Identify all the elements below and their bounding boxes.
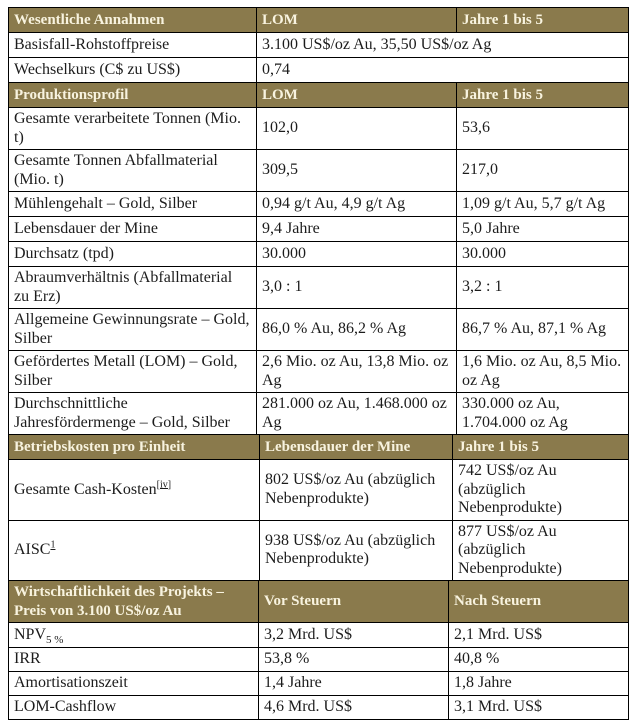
- value-jahre: 330.000 oz Au, 1.704.000 oz Ag: [457, 393, 629, 435]
- value-lom: 802 US$/oz Au (abzüglich Nebenprodukte): [260, 460, 453, 521]
- value-vor-steuern: 3,2 Mrd. US$: [259, 623, 449, 648]
- row-wechselkurs: [9, 58, 629, 83]
- footnote-ref-iv[interactable]: [iv]: [156, 479, 172, 491]
- row-muehlengehalt: [9, 192, 629, 217]
- value-lom: 2,6 Mio. oz Au, 13,8 Mio. oz Ag: [257, 351, 457, 393]
- value-nach-steuern: 1,8 Jahre: [449, 672, 629, 696]
- value-jahre: 1,6 Mio. oz Au, 8,5 Mio. oz Ag: [457, 351, 629, 393]
- row-abraumverhaeltnis: [9, 267, 629, 309]
- value-lom: 86,0 % Au, 86,2 % Ag: [257, 309, 457, 351]
- header-row-produktionsprofil: [9, 83, 629, 108]
- row-label: Basisfall-Rohstoffpreise: [9, 33, 257, 58]
- row-label: Gefördertes Metall (LOM) – Gold, Silber: [9, 351, 257, 393]
- row-label: [9, 623, 259, 648]
- column-header-lom: LOM: [257, 83, 457, 108]
- row-verarbeitete-tonnen: [9, 108, 629, 150]
- table-wesentliche-annahmen: [8, 7, 629, 83]
- npv-discount-subscript: 5 %: [46, 633, 64, 646]
- table-wirtschaftlichkeit: [8, 580, 629, 720]
- value-lom: 281.000 oz Au, 1.468.000 oz Ag: [257, 393, 457, 435]
- row-npv: [9, 623, 629, 648]
- value-lom: 102,0: [257, 108, 457, 150]
- row-basisfall-rohstoffpreise: [9, 33, 629, 58]
- value-jahre: 3,2 : 1: [457, 267, 629, 309]
- table-produktionsprofil: [8, 82, 629, 435]
- value-jahre: 877 US$/oz Au (abzüglich Nebenprodukte): [453, 520, 629, 581]
- row-label: [9, 520, 260, 581]
- table-betriebskosten: [8, 434, 629, 581]
- column-header-nach-steuern: Nach Steuern: [449, 581, 629, 623]
- row-label: Lebensdauer der Mine: [9, 217, 257, 242]
- row-irr: [9, 648, 629, 672]
- value-jahre: 86,7 % Au, 87,1 % Ag: [457, 309, 629, 351]
- row-label: LOM-Cashflow: [9, 696, 259, 720]
- value-jahre: 742 US$/oz Au (abzüglich Nebenprodukte): [453, 460, 629, 521]
- row-label: Abraumverhältnis (Abfallmaterial zu Erz): [9, 267, 257, 309]
- row-label: Durchsatz (tpd): [9, 242, 257, 267]
- value-span: 0,74: [257, 58, 629, 83]
- mining-summary-table: [8, 7, 628, 720]
- row-lebensdauer-der-mine: [9, 217, 629, 242]
- row-label: Durchschnittliche Jahresfördermenge – Gold, Silber: [9, 393, 257, 435]
- row-label-text: Gesamte Cash-Kosten: [14, 480, 157, 498]
- row-gewinnungsrate: [9, 309, 629, 351]
- column-header-jahre-1-bis-5: Jahre 1 bis 5: [457, 8, 629, 33]
- column-header-jahre-1-bis-5: Jahre 1 bis 5: [457, 83, 629, 108]
- value-lom: 309,5: [257, 150, 457, 192]
- row-label: Mühlengehalt – Gold, Silber: [9, 192, 257, 217]
- value-lom: 0,94 g/t Au, 4,9 g/t Ag: [257, 192, 457, 217]
- row-lom-cashflow: [9, 696, 629, 720]
- section-header-wesentliche-annahmen: Wesentliche Annahmen: [9, 8, 257, 33]
- value-vor-steuern: 4,6 Mrd. US$: [259, 696, 449, 720]
- row-aisc: [9, 520, 629, 581]
- value-nach-steuern: 3,1 Mrd. US$: [449, 696, 629, 720]
- header-row-annahmen: [9, 8, 629, 33]
- value-jahre: 5,0 Jahre: [457, 217, 629, 242]
- row-label-text: NPV: [14, 625, 47, 643]
- value-lom: 30.000: [257, 242, 457, 267]
- value-nach-steuern: 2,1 Mrd. US$: [449, 623, 629, 648]
- row-label: Gesamte verarbeitete Tonnen (Mio. t): [9, 108, 257, 150]
- row-gefoerdertes-metall: [9, 351, 629, 393]
- row-jahresfoerdermenge: [9, 393, 629, 435]
- section-header-wirtschaftlichkeit: Wirtschaftlichkeit des Projekts – Preis von 3.100 US$/oz Au: [9, 581, 259, 623]
- value-vor-steuern: 53,8 %: [259, 648, 449, 672]
- section-header-betriebskosten: Betriebskosten pro Einheit: [9, 435, 260, 460]
- value-jahre: 217,0: [457, 150, 629, 192]
- row-label: Allgemeine Gewinnungsrate – Gold, Silber: [9, 309, 257, 351]
- header-row-wirtschaftlichkeit: [9, 581, 629, 623]
- value-jahre: 30.000: [457, 242, 629, 267]
- value-jahre: 1,09 g/t Au, 5,7 g/t Ag: [457, 192, 629, 217]
- value-nach-steuern: 40,8 %: [449, 648, 629, 672]
- value-jahre: 53,6: [457, 108, 629, 150]
- header-row-betriebskosten: [9, 435, 629, 460]
- row-tonnen-abfallmaterial: [9, 150, 629, 192]
- section-header-produktionsprofil: Produktionsprofil: [9, 83, 257, 108]
- value-lom: 3,0 : 1: [257, 267, 457, 309]
- column-header-lom: LOM: [257, 8, 457, 33]
- row-cash-kosten: [9, 460, 629, 521]
- row-label: Amortisationszeit: [9, 672, 259, 696]
- value-vor-steuern: 1,4 Jahre: [259, 672, 449, 696]
- row-label: Wechselkurs (C$ zu US$): [9, 58, 257, 83]
- row-label: Gesamte Tonnen Abfallmaterial (Mio. t): [9, 150, 257, 192]
- row-label: [9, 460, 260, 521]
- value-lom: 9,4 Jahre: [257, 217, 457, 242]
- footnote-ref-1[interactable]: 1: [50, 539, 56, 551]
- row-durchsatz: [9, 242, 629, 267]
- column-header-vor-steuern: Vor Steuern: [259, 581, 449, 623]
- value-span: 3.100 US$/oz Au, 35,50 US$/oz Ag: [257, 33, 629, 58]
- row-label-text: AISC: [14, 541, 51, 558]
- column-header-jahre-1-bis-5: Jahre 1 bis 5: [453, 435, 629, 460]
- column-header-lebensdauer-der-mine: Lebensdauer der Mine: [260, 435, 453, 460]
- value-lom: 938 US$/oz Au (abzüglich Nebenprodukte): [260, 520, 453, 581]
- row-amortisationszeit: [9, 672, 629, 696]
- row-label: IRR: [9, 648, 259, 672]
